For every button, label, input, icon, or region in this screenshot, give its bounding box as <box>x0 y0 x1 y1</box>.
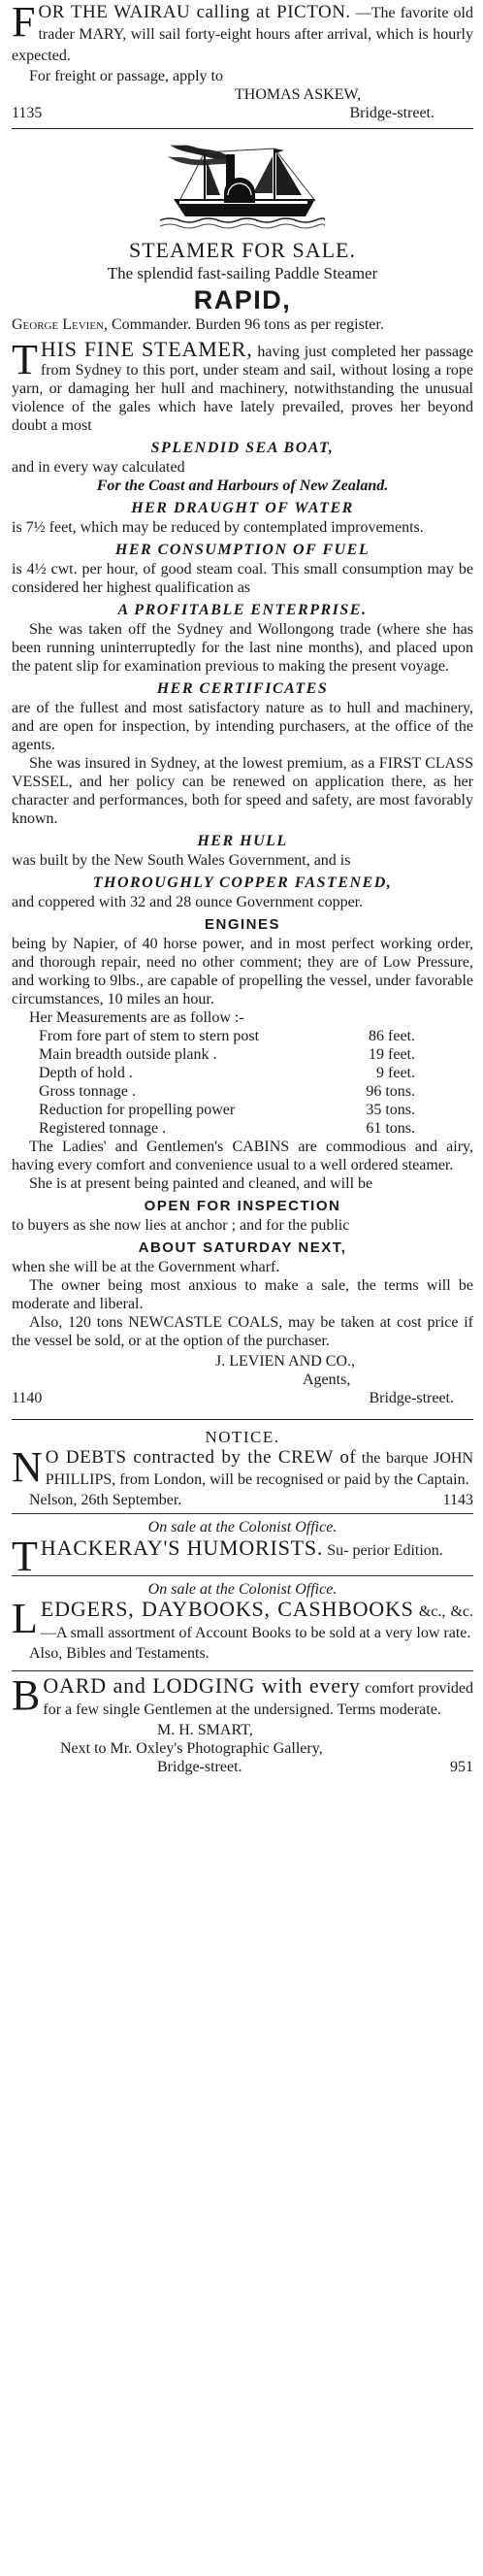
steamer-footer <box>12 1389 473 1407</box>
notice-text <box>12 1443 474 1491</box>
divider <box>12 1419 473 1420</box>
measurement-label: Depth of hold . <box>39 1065 133 1081</box>
ledgers-body: &c., &c.—A small assortment of Account Books to be sold at a very low rate. <box>40 1603 473 1641</box>
notice-footer <box>12 1491 473 1509</box>
measurement-row <box>12 1027 473 1045</box>
steamer-draught: is 7½ feet, which may be reduced by contemplated improvements. <box>12 519 424 536</box>
measurement-value: 35 tons. <box>366 1102 415 1118</box>
heading-profit: A PROFITABLE ENTERPRISE. <box>117 602 368 618</box>
wairau-footer <box>12 104 473 122</box>
board-first: OARD and LODGING with every <box>43 1673 361 1698</box>
board-street: Bridge-street. <box>157 1759 242 1775</box>
notice-first: O DEBTS contracted by the CREW of <box>45 1447 357 1468</box>
steamer-agents: Agents, <box>303 1371 351 1388</box>
steamer-commander <box>12 315 473 334</box>
steamer-insured: She was insured in Sydney, at the lowest premium, as a FIRST CLASS VESSEL, and her policy can be renewed on application there, as her character and performances, both for speed and safety, are most favorably known. <box>12 755 473 827</box>
steamer-copper: and coppered with 32 and 28 ounce Government copper. <box>12 894 364 910</box>
notice-advert <box>12 1428 473 1509</box>
board-body: comfort provided for a few single Gentlemen at the undersigned. Terms moderate. <box>43 1680 474 1718</box>
steamer-address: Bridge-street. <box>369 1390 454 1406</box>
measurement-row <box>12 1101 473 1119</box>
wairau-drop-cap: F <box>12 0 36 46</box>
steamer-open: to buyers as she now lies at anchor ; and for the public <box>12 1217 350 1234</box>
steamer-certificates: are of the fullest and most satisfactory nature as to hull and machinery, and are open for inspection, by intending purchasers, at the office of the agents. <box>12 700 473 753</box>
measurement-value: 96 tons. <box>366 1083 415 1100</box>
notice-ref: 1143 <box>442 1492 473 1508</box>
ledgers-first: EDGERS, DAYBOOKS, CASHBOOKS <box>40 1597 414 1621</box>
board-drop-cap: B <box>12 1671 41 1719</box>
steamer-intro-first: HIS FINE STEAMER, <box>40 337 253 361</box>
steamer-drop-cap: T <box>12 336 38 383</box>
heading-copper: THOROUGHLY COPPER FASTENED, <box>92 875 393 891</box>
steamer-intro-body: completed her passage from Sydney to this port, under steam and sail, without losing a rope yarn, or damaging her hull and machinery, notwithstanding the unusual violence of the gales which have lately prevailed, proves her beyond doubt a most <box>12 344 474 434</box>
steamer-hull: was built by the New South Wales Government, and is <box>12 852 351 869</box>
measurement-row <box>12 1119 473 1138</box>
steamer-agent: J. LEVIEN AND CO., <box>215 1353 355 1370</box>
measurement-value: 86 feet. <box>369 1028 415 1044</box>
board-address: Next to Mr. Oxley's Photographic Gallery, <box>60 1740 323 1757</box>
ledgers-text <box>12 1595 473 1644</box>
thackeray-onsale: On sale at the Colonist Office. <box>147 1519 338 1536</box>
thackeray-first-rest: Su- <box>327 1542 349 1559</box>
heading-draught: HER DRAUGHT OF WATER <box>131 500 354 516</box>
steamer-fuel: is 4½ cwt. per hour, of good steam coal. This small consumption may be considered her highest qualification as <box>12 561 473 596</box>
steamer-calc: and in every way calculated <box>12 459 185 476</box>
notice-date: Nelson, 26th September. <box>29 1492 182 1508</box>
steamer-intro <box>12 336 474 435</box>
board-advert <box>12 1671 474 1776</box>
steamer-cabins: The Ladies' and Gentlemen's CABINS are commodious and airy, having every comfort and convenience usual to a well ordered steamer. <box>12 1139 473 1173</box>
steamer-painted: She is at present being painted and cleaned, and will be <box>29 1175 373 1192</box>
measurement-label: From fore part of stem to stern post <box>39 1028 260 1044</box>
heading-sea-boat: SPLENDID SEA BOAT, <box>150 440 335 456</box>
measurement-value: 19 feet. <box>369 1046 415 1063</box>
thackeray-title <box>12 1533 473 1580</box>
divider <box>12 1513 473 1514</box>
steamer-subtitle: The splendid fast-sailing Paddle Steamer <box>107 264 378 282</box>
divider <box>12 128 473 129</box>
thackeray-drop-cap: T <box>12 1533 38 1580</box>
measurement-value: 9 feet. <box>376 1065 415 1081</box>
thackeray-first: HACKERAY'S HUMORISTS. <box>40 1536 324 1560</box>
notice-body: the barque JOHN PHILLIPS, from London, will be recognised or paid by the Captain. <box>45 1450 474 1488</box>
paddle-steamer-icon <box>160 139 325 232</box>
heading-saturday: ABOUT SATURDAY NEXT, <box>138 1239 347 1256</box>
ledgers-bibles: Also, Bibles and Testaments. <box>29 1645 209 1662</box>
steamer-intro-first-rest: having just <box>257 344 327 360</box>
steamer-engines: being by Napier, of 40 horse power, and in most perfect working order, and thorough repair, need no other comment; they are of Low Pressure, and working to 9lbs., are capable of propelling the vessel, under favorable circumstances, 10 miles an hour. <box>12 936 473 1007</box>
measurement-label: Registered tonnage . <box>39 1120 167 1137</box>
commander-name: George Levien, <box>12 316 108 333</box>
wairau-address: Bridge-street. <box>349 105 435 121</box>
notice-drop-cap: N <box>12 1443 43 1491</box>
steamer-coals: Also, 120 tons NEWCASTLE COALS, may be taken at cost price if the vessel be sold, or at the option of the purchaser. <box>12 1314 473 1349</box>
measurement-label: Gross tonnage . <box>39 1083 136 1100</box>
wairau-body: —The favorite old trader MARY, will sail forty-eight hours after arrival, which is hourly expected. <box>12 5 473 64</box>
wairau-advert <box>12 2 473 122</box>
ledgers-advert <box>12 1580 473 1663</box>
steamer-saturday: when she will be at the Government wharf. <box>12 1259 280 1275</box>
wairau-ref: 1135 <box>12 105 43 121</box>
measurement-label: Reduction for propelling power <box>39 1102 236 1118</box>
wairau-headline-text: OR THE WAIRAU calling at PICTON. <box>38 2 351 22</box>
steamer-advert <box>12 139 473 1407</box>
measurement-row <box>12 1082 473 1101</box>
board-name: M. H. SMART, <box>157 1722 253 1738</box>
board-footer <box>12 1758 473 1776</box>
heading-open: OPEN FOR INSPECTION <box>144 1198 341 1214</box>
divider <box>12 1670 473 1671</box>
steamer-title: STEAMER FOR SALE. <box>129 238 356 262</box>
board-ref: 951 <box>450 1759 473 1775</box>
heading-engines: ENGINES <box>204 916 280 933</box>
steamer-ref: 1140 <box>12 1390 43 1406</box>
measurement-row <box>12 1064 473 1082</box>
notice-heading: NOTICE. <box>205 1428 280 1446</box>
commander-rest: Commander. Burden 96 tons as per register. <box>111 316 384 333</box>
divider <box>12 1575 473 1576</box>
measurement-list <box>12 1027 473 1138</box>
wairau-headline <box>12 2 473 67</box>
measurement-row <box>12 1045 473 1064</box>
heading-fuel: HER CONSUMPTION OF FUEL <box>114 542 370 558</box>
steamer-coast: For the Coast and Harbours of New Zealand. <box>96 478 389 494</box>
measurement-value: 61 tons. <box>366 1120 415 1137</box>
ledgers-onsale: On sale at the Colonist Office. <box>147 1581 338 1598</box>
wairau-agent: THOMAS ASKEW, <box>235 86 362 103</box>
thackeray-advert <box>12 1518 473 1580</box>
measurement-label: Main breadth outside plank . <box>39 1046 217 1063</box>
heading-certificates: HER CERTIFICATES <box>156 680 329 697</box>
ledgers-drop-cap: L <box>12 1595 38 1642</box>
measure-intro: Her Measurements are as follow :- <box>29 1009 244 1026</box>
steamer-owner: The owner being most anxious to make a sale, the terms will be moderate and liberal. <box>12 1277 473 1312</box>
wairau-apply: For freight or passage, apply to <box>29 68 223 84</box>
thackeray-second: perior Edition. <box>352 1542 443 1559</box>
heading-hull: HER HULL <box>197 833 288 849</box>
board-text <box>12 1671 474 1721</box>
steamer-profit: She was taken off the Sydney and Wollongong trade (where she has been running uninterruptedly for the last nine months), and placed upon the patent slip for examination previous to making the present voyage. <box>12 621 473 675</box>
steamer-name: RAPID, <box>193 285 292 314</box>
